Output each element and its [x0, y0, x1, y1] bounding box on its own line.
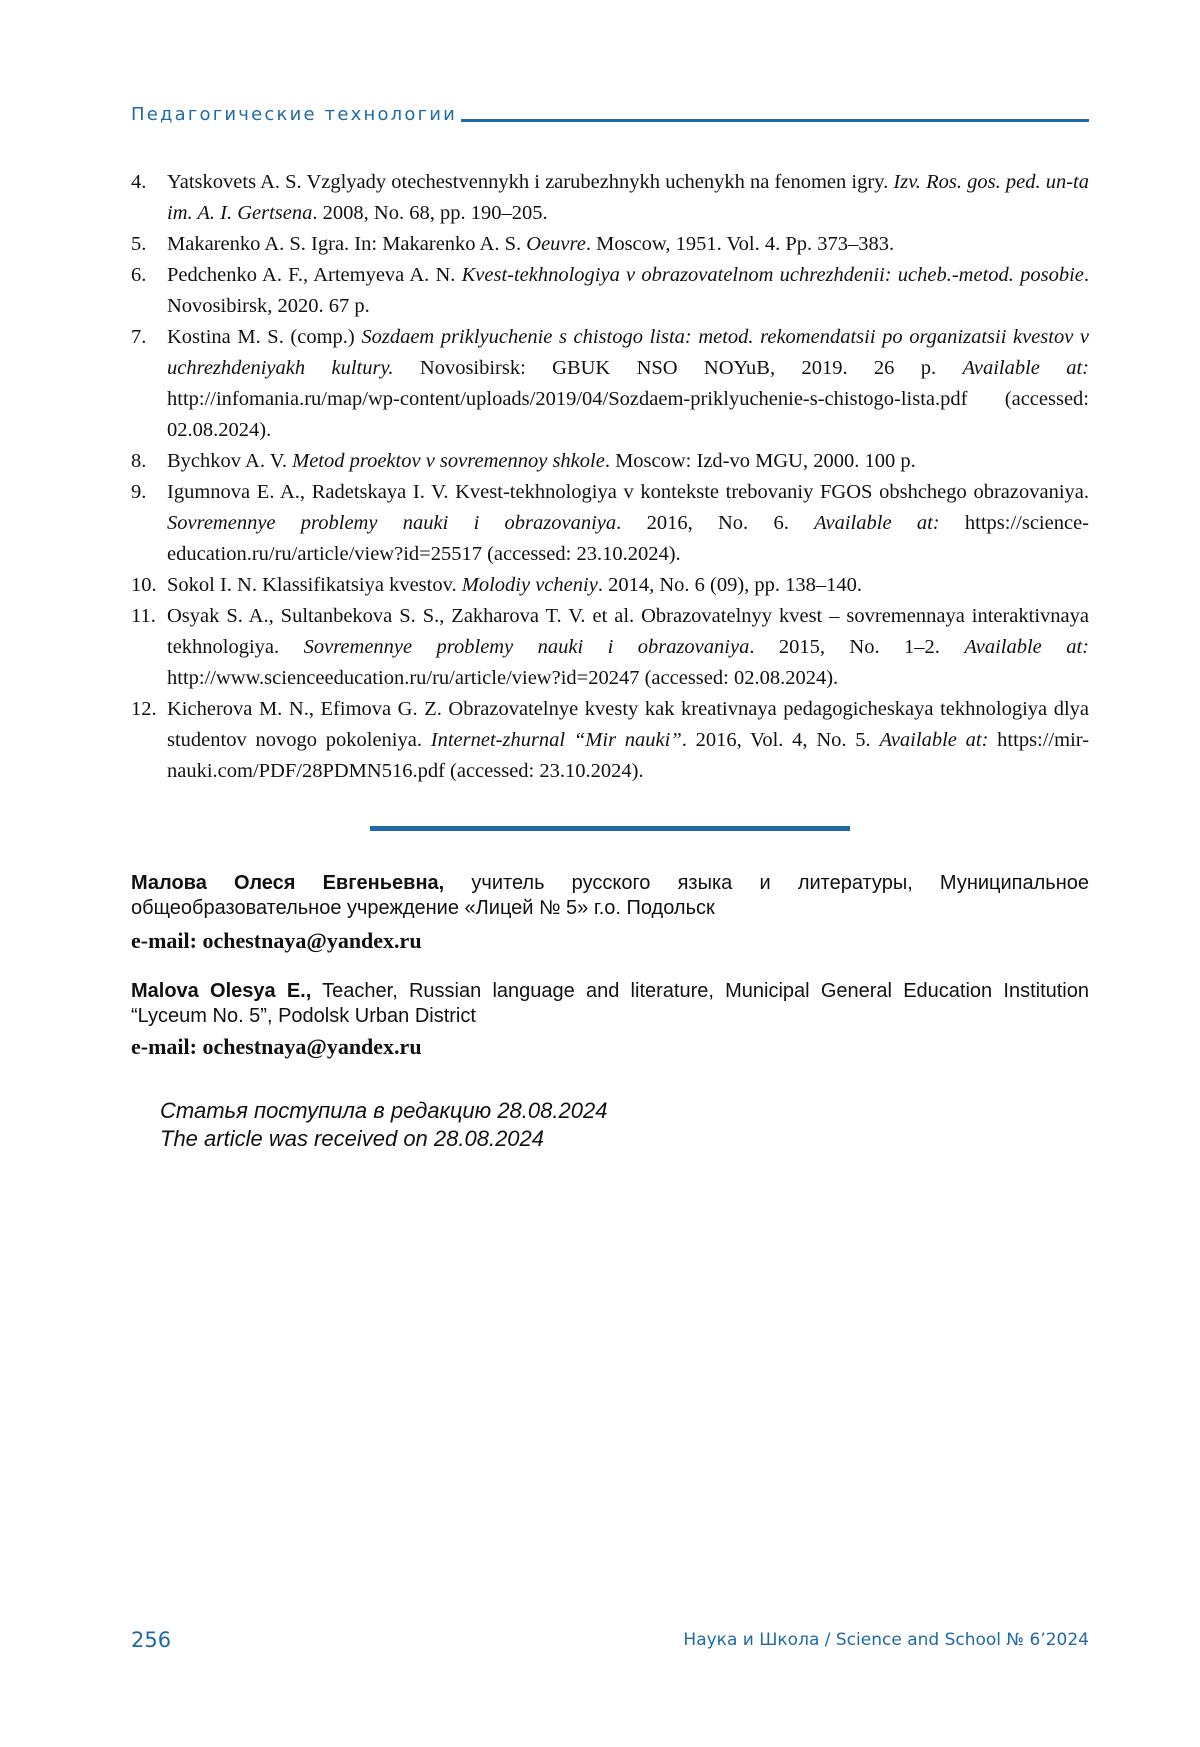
reference-number: 7.: [131, 326, 147, 348]
reference-italic-part: Sozdaem priklyuchenie s chistogo lista: metod. rekomendatsii po organizatsii kvestov v uchrezhdeniyakh kultury.: [167, 326, 1089, 379]
reference-text: [167, 167, 1089, 229]
reference-number: 9.: [131, 481, 147, 503]
reference-part: https://mir-nauki.com/PDF/28PDMN516.pdf (accessed: 23.10.2024).: [167, 729, 1090, 782]
received-ru: Статья поступила в редакцию 28.08.2024: [160, 1098, 608, 1123]
reference-part: . 2014, No. 6 (09), pp. 138–140.: [597, 574, 863, 596]
journal-footer: Наука и Школа / Science and School № 6’2024: [683, 1630, 1089, 1650]
reference-part: . Moscow: Izd-vo MGU, 2000. 100 p.: [604, 450, 916, 472]
reference-part: . Novosibirsk, 2020. 67 p.: [167, 264, 1089, 317]
reference-part: . 2015, No. 1–2.: [749, 636, 965, 658]
reference-italic-part: Molodiy vcheniy: [461, 574, 598, 596]
reference-italic-part: Oeuvre: [526, 233, 586, 255]
reference-part: Kostina M. S. (comp.): [167, 326, 362, 348]
header-rule: [461, 119, 1089, 122]
reference-part: . 2016, No. 6.: [616, 512, 815, 534]
reference-part: https://science-education.ru/ru/article/view?id=25517 (accessed: 23.10.2024).: [167, 512, 1089, 565]
reference-part: Osyak S. A., Sultanbekova S. S., Zakharova T. V. et al. Obrazovatelnyy kvest – sovremennaya interaktivnaya tekhnologiya.: [167, 605, 1089, 658]
reference-number: 8.: [131, 450, 147, 472]
reference-part: Sokol I. N. Klassifikatsiya kvestov.: [167, 574, 462, 596]
reference-text: [167, 260, 1089, 322]
reference-text: [167, 694, 1089, 787]
reference-part: Makarenko A. S. Igra. In: Makarenko A. S.: [167, 233, 527, 255]
reference-item: [131, 446, 1089, 477]
reference-part: . Moscow, 1951. Vol. 4. Pp. 373–383.: [585, 233, 895, 255]
author-description-en: Teacher, Russian language and literature, Municipal General Education Institution “Lyceum No. 5”, Podolsk Urban District: [131, 980, 1089, 1027]
reference-item: [131, 167, 1089, 229]
reference-text: [167, 601, 1089, 694]
reference-text: [167, 322, 1089, 446]
running-head: [131, 104, 1089, 125]
author-name-ru: Малова Олеся Евгеньевна,: [131, 872, 445, 894]
reference-italic-part: Kvest-tekhnologiya v obrazovatelnom uchrezhdenii: ucheb.-metod. posobie: [461, 264, 1084, 286]
reference-item: [131, 322, 1089, 446]
reference-part: Pedchenko A. F., Artemyeva A. N.: [167, 264, 462, 286]
reference-part: Yatskovets A. S. Vzglyady otechestvennykh i zarubezhnykh uchenykh na fenomen igry.: [167, 171, 894, 193]
reference-text: [167, 477, 1089, 570]
reference-number: 4.: [131, 171, 147, 193]
reference-number: 10.: [131, 574, 157, 596]
reference-part: . 2016, Vol. 4, No. 5.: [681, 729, 880, 751]
reference-text: [167, 229, 1089, 260]
reference-number: 6.: [131, 264, 147, 286]
reference-italic-part: Available at:: [814, 512, 940, 534]
reference-item: [131, 570, 1089, 601]
reference-part: http://infomania.ru/map/wp-content/uploads/2019/04/Sozdaem-priklyuchenie-s-chistogo-lista.pdf (accessed: 02.08.2024).: [167, 388, 1089, 441]
reference-part: Igumnova E. A., Radetskaya I. V. Kvest-tekhnologiya v kontekste trebovaniy FGOS obshchego obrazovaniya.: [167, 481, 1089, 503]
reference-number: 12.: [131, 698, 157, 720]
reference-item: [131, 260, 1089, 322]
page-number: 256: [131, 1628, 172, 1652]
reference-text: [167, 570, 1089, 601]
reference-text: [167, 446, 1089, 477]
author-info-ru: [131, 871, 1089, 921]
author-email-en: e-mail: ochestnaya@yandex.ru: [131, 1034, 422, 1059]
reference-italic-part: Sovremennye problemy nauki i obrazovaniya: [303, 636, 750, 658]
reference-part: Kicherova M. N., Efimova G. Z. Obrazovatelnye kvesty kak kreativnaya pedagogicheskaya tekhnologiya dlya studentov novogo pokoleniya.: [167, 698, 1089, 751]
reference-italic-part: Metod proektov v sovremennoy shkole: [292, 450, 605, 472]
reference-italic-part: Sovremennye problemy nauki i obrazovaniya: [167, 512, 617, 534]
reference-number: 11.: [131, 605, 156, 627]
author-description-ru: учитель русского языка и литературы, Муниципальное общеобразовательное учреждение «Лицей № 5» г.о. Подольск: [131, 872, 1089, 919]
reference-italic-part: Available at:: [962, 357, 1090, 379]
author-name-en: Malova Olesya E.,: [131, 980, 312, 1002]
reference-italic-part: Available at:: [879, 729, 989, 751]
reference-item: [131, 477, 1089, 570]
received-en: The article was received on 28.08.2024: [160, 1126, 545, 1151]
reference-part: Novosibirsk: GBUK NSO NOYuB, 2019. 26 p.: [393, 357, 963, 379]
reference-item: [131, 601, 1089, 694]
section-separator: [370, 826, 850, 831]
author-info-en: [131, 979, 1089, 1029]
reference-item: [131, 694, 1089, 787]
reference-part: . 2008, No. 68, pp. 190–205.: [312, 202, 548, 224]
reference-item: [131, 229, 1089, 260]
author-email-ru: e-mail: ochestnaya@yandex.ru: [131, 928, 422, 953]
reference-italic-part: Izv. Ros. gos. ped. un-ta im. A. I. Gertsena: [167, 171, 1089, 224]
reference-part: Bychkov A. V.: [167, 450, 293, 472]
section-title: Педагогические технологии: [131, 104, 458, 125]
reference-list: [131, 167, 1089, 787]
reference-part: http://www.scienceeducation.ru/ru/article/view?id=20247 (accessed: 02.08.2024).: [167, 667, 839, 689]
reference-italic-part: Internet-zhurnal “Mir nauki”: [430, 729, 682, 751]
reference-number: 5.: [131, 233, 147, 255]
reference-italic-part: Available at:: [964, 636, 1089, 658]
received-note: [160, 1097, 607, 1153]
